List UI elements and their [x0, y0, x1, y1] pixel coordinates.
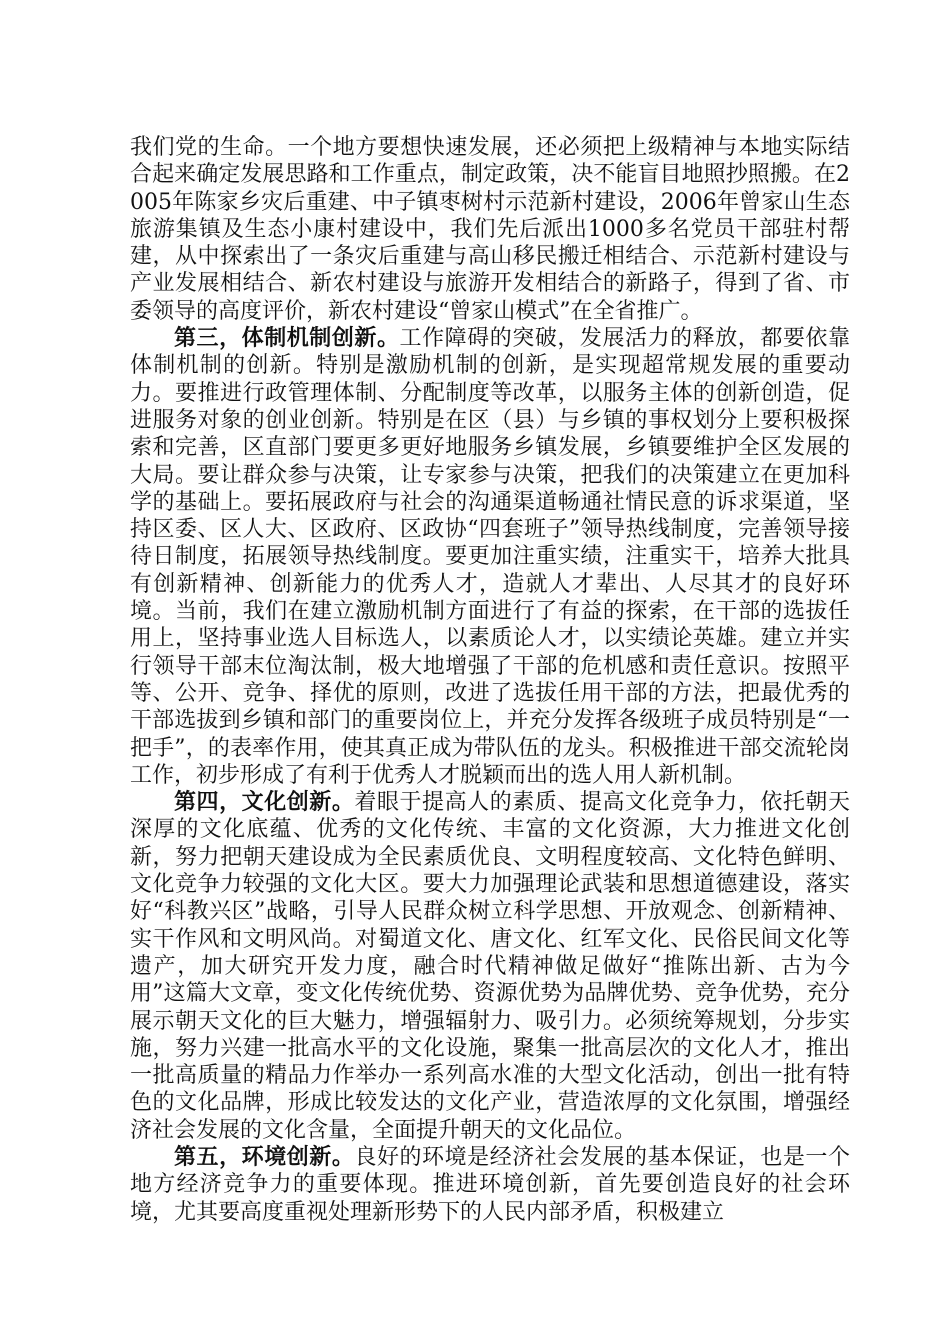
paragraph-cultural-innovation	[130, 789, 850, 1144]
paragraph-body: 良好的环境是经济社会发展的基本保证，也是一个地方经济竞争力的重要体现。推进环境创新，首先要创造良好的社会环境，尤其要高度重视处理新形势下的人民内部矛盾，积极建立	[130, 1144, 850, 1225]
paragraph-body: 着眼于提高人的素质、提高文化竞争力，依托朝天深厚的文化底蕴、优秀的文化传统、丰富的文化资源，大力推进文化创新，努力把朝天建设成为全民素质优良、文明程度较高、文化特色鲜明、文化竞争力较强的文化大区。要大力加强理论武装和思想道德建设，落实好“科教兴区”战略，引导人民群众树立科学思想、开放观念、创新精神、实干作风和文明风尚。对蜀道文化、唐文化、红军文化、民俗民间文化等遗产，加大研究开发力度，融合时代精神做足做好“推陈出新、古为今用”这篇大文章，变文化传统优势、资源优势为品牌优势、竞争优势，充分展示朝天文化的巨大魅力，增强辐射力、吸引力。必须统筹规划，分步实施，努力兴建一批高水平的文化设施，聚集一批高层次的文化人才，推出一批高质量的精品力作举办一系列高水准的大型文化活动，创出一批有特色的文化品牌，形成比较发达的文化产业，营造浓厚的文化氛围，增强经济社会发展的文化含量，全面提升朝天的文化品位。	[130, 790, 850, 1143]
paragraph-continuation	[130, 134, 850, 325]
paragraph-environment-innovation	[130, 1144, 850, 1226]
paragraph-institutional-innovation	[130, 325, 850, 789]
paragraph-heading: 第四，文化创新。	[174, 790, 355, 816]
paragraph-heading: 第五，环境创新。	[174, 1144, 355, 1170]
body-text	[130, 134, 850, 1226]
paragraph-heading: 第三，体制机制创新。	[174, 326, 400, 352]
paragraph-body: 工作障碍的突破，发展活力的释放，都要依靠体制机制的创新。特别是激励机制的创新，是实现超常规发展的重要动力。要推进行政管理体制、分配制度等改革，以服务主体的创新创造，促进服务对象的创业创新。特别是在区（县）与乡镇的事权划分上要积极探索和完善，区直部门要更多更好地服务乡镇发展，乡镇要维护全区发展的大局。要让群众参与决策，让专家参与决策，把我们的决策建立在更加科学的基础上。要拓展政府与社会的沟通渠道畅通社情民意的诉求渠道，坚持区委、区人大、区政府、区政协“四套班子”领导热线制度，完善领导接待日制度，拓展领导热线制度。要更加注重实绩，注重实干，培养大批具有创新精神、创新能力的优秀人才，造就人才辈出、人尽其才的良好环境。当前，我们在建立激励机制方面进行了有益的探索，在干部的选拔任用上，坚持事业选人目标选人，以素质论人才，以实绩论英雄。建立并实行领导干部末位淘汰制，极大地增强了干部的危机感和责任意识。按照平等、公开、竞争、择优的原则，改进了选拔任用干部的方法，把最优秀的干部选拔到乡镇和部门的重要岗位上，并充分发挥各级班子成员特别是“一把手”，的表率作用，使其真正成为带队伍的龙头。积极推进干部交流轮岗工作，初步形成了有利于优秀人才脱颖而出的选人用人新机制。	[130, 326, 850, 788]
paragraph-body: 我们党的生命。一个地方要想快速发展，还必须把上级精神与本地实际结合起来确定发展思路和工作重点，制定政策，决不能盲目地照抄照搬。在2005年陈家乡灾后重建、中子镇枣树村示范新村建设，2006年曾家山生态旅游集镇及生态小康村建设中，我们先后派出1000多名党员干部驻村帮建，从中探索出了一条灾后重建与高山移民搬迁相结合、示范新村建设与产业发展相结合、新农村建设与旅游开发相结合的新路子，得到了省、市委领导的高度评价，新农村建设“曾家山模式”在全省推广。	[130, 135, 850, 324]
